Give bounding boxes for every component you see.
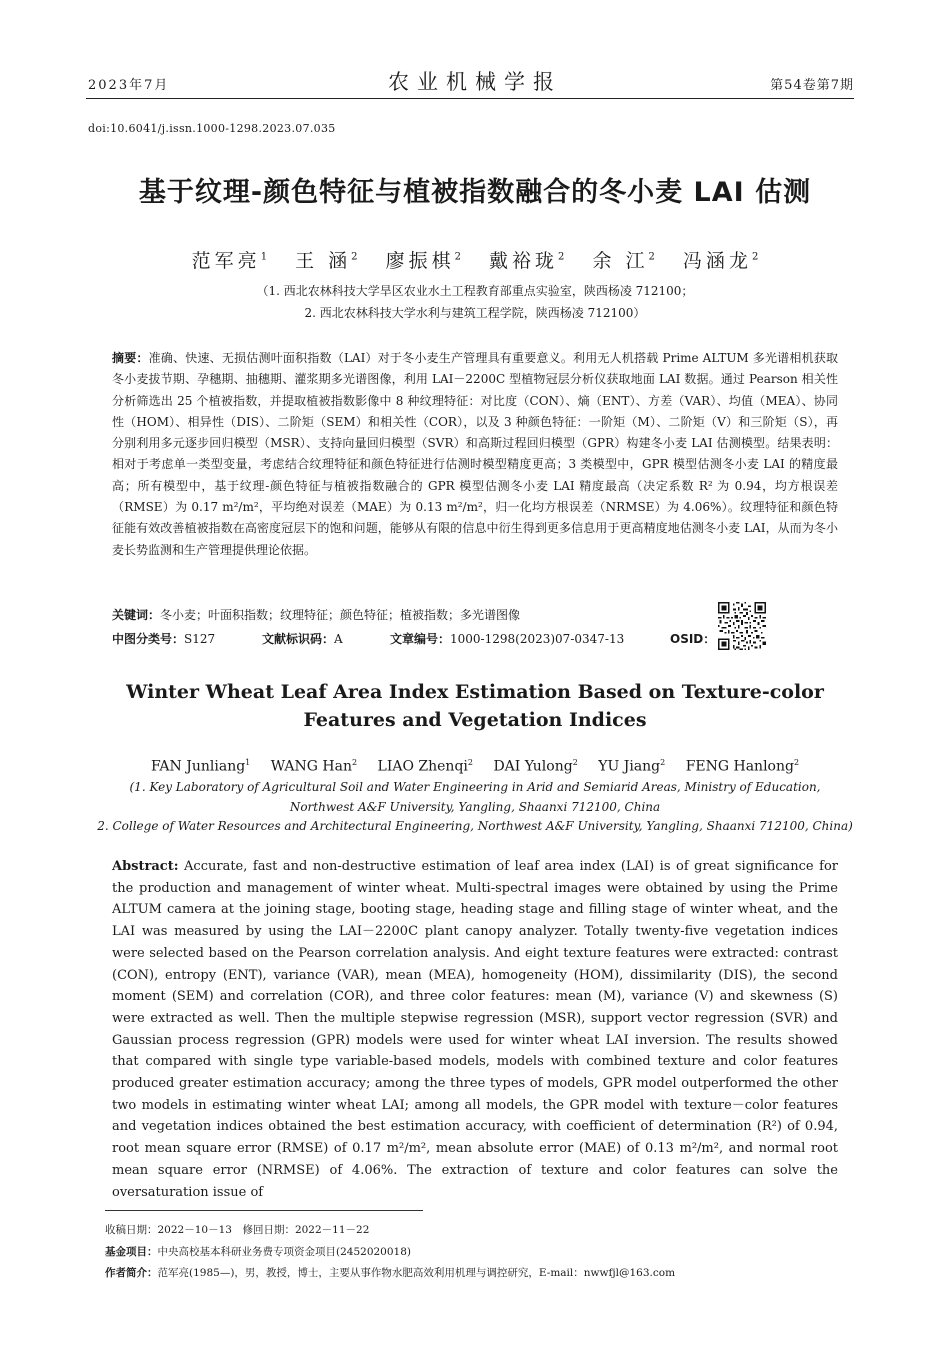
abstract-cn-label: 摘要： — [112, 351, 149, 365]
author-cn: 戴裕珑$^2$ — [489, 250, 565, 272]
authors-cn — [0, 246, 950, 273]
affiliations-en — [0, 778, 950, 837]
keywords-cn-label: 关键词： — [112, 608, 161, 622]
author-cn: 冯涵龙$^2$ — [682, 250, 759, 272]
author-en: WANG Han$^2$ — [270, 758, 358, 775]
abstract-en — [112, 856, 838, 1203]
author-en: YU Jiang$^2$ — [598, 758, 666, 775]
keywords-cn-text: 冬小麦；叶面积指数；纹理特征；颜色特征；植被指数；多光谱图像 — [160, 608, 521, 622]
footnote-fund-text: 中央高校基本科研业务费专项资金项目(2452020018) — [157, 1246, 411, 1258]
affiliations-cn — [0, 280, 950, 324]
author-cn: 王 涵$^2$ — [295, 250, 358, 272]
affiliation-en-line: (1. Key Laboratory of Agricultural Soil and Water Engineering in Arid and Semiarid Areas, Ministry of Education, — [129, 780, 821, 794]
author-cn: 范军亮$^1$ — [191, 250, 268, 272]
osid-qr-code-icon[interactable] — [718, 602, 766, 650]
doi: doi:10.6041/j.issn.1000-1298.2023.07.035 — [88, 122, 336, 135]
abstract-en-text: Accurate, fast and non-destructive estimation of leaf area index (LAI) is of great significance for the production and management of winter wheat. Multi-spectral images were obtained by using the Prime ALTUM camera at the joining stage, booting stage, heading stage and filling stage of winter wheat, and the LAI was measured by using the LAI－2200C plant canopy analyzer. Totally twenty-five vegetation indices were selected based on the Pearson correlation analysis. And eight texture features were extracted: contrast (CON), entropy (ENT), variance (VAR), mean (MEA), homogeneity (HOM), dissimilarity (DIS), the second moment (SEM) and correlation (COR), and three color features: mean (M), variance (V) and skewness (S) were extracted as well. Then the multiple stepwise regression (MSR), support vector regression (SVR) and Gaussian process regression (GPR) models were used for winter wheat LAI inversion. The results showed that compared with single type variable-based models, models with combined texture and color features produced greater estimation accuracy; among the three types of models, GPR model outperformed the other two models in estimating winter wheat LAI; among all models, the GPR model with texture－color features and vegetation indices obtained the best estimation accuracy, with coefficient of determination (R²) of 0.94, root mean square error (RMSE) of 0.17 m²/m², mean absolute error (MAE) of 0.13 m²/m², and normal root mean square error (NRMSE) of 4.06%. The extraction of texture and color features can solve the oversaturation issue of — [112, 859, 838, 1200]
footnote-rule — [105, 1210, 423, 1211]
document-code: 文献标识码：A — [262, 632, 343, 646]
header-date: 2023年7月 — [88, 78, 170, 93]
abstract-en-label: Abstract: — [112, 859, 179, 874]
title-en-line: Winter Wheat Leaf Area Index Estimation Based on Texture-color — [126, 681, 824, 703]
footnote-fund-label: 基金项目： — [105, 1246, 158, 1258]
header-volume: 第54卷第7期 — [770, 78, 854, 93]
keywords-cn — [112, 606, 712, 623]
footnote-author-label: 作者简介： — [105, 1267, 158, 1279]
affiliation-cn-line: 2. 西北农林科技大学水利与建筑工程学院，陕西杨凌 712100） — [304, 306, 646, 320]
osid-label: OSID： — [670, 632, 716, 646]
affiliation-en-line: Northwest A&F University, Yangling, Shaanxi 712100, China — [289, 799, 661, 814]
author-en: LIAO Zhenqi$^2$ — [377, 758, 473, 775]
header-journal-name: 农业机械学报 — [388, 70, 562, 94]
author-en: DAI Yulong$^2$ — [493, 758, 578, 775]
footnote-author-text: 范军亮(1985—)，男，教授，博士，主要从事作物水肥高效利用机理与调控研究，E-mail：nwwfjl@163.com — [157, 1267, 676, 1279]
affiliation-cn-line: （1. 西北农林科技大学旱区农业水土工程教育部重点实验室，陕西杨凌 712100； — [256, 284, 694, 298]
footnote-fund — [105, 1244, 845, 1259]
abstract-cn-text: 准确、快速、无损估测叶面积指数（LAI）对于冬小麦生产管理具有重要意义。利用无人机搭载 Prime ALTUM 多光谱相机获取冬小麦拔节期、孕穗期、抽穗期、灌浆期多光谱图像，利用 LAI－2200C 型植物冠层分析仪获取地面 LAI 数据。通过 Pearson 相关性分析筛选出 25 个植被指数，并提取植被指数影像中 8 种纹理特征：对比度（CON）、熵（ENT）、方差（VAR）、均值（MEA）、协同性（HOM）、相异性（DIS）、二阶矩（SEM）和相关性（COR），以及 3 种颜色特征：一阶矩（M）、二阶矩（V）和三阶矩（S），再分别利用多元逐步回归模型（MSR）、支持向量回归模型（SVR）和高斯过程回归模型（GPR）构建冬小麦 LAI 估测模型。结果表明：相对于考虑单一类型变量，考虑结合纹理特征和颜色特征进行估测时模型精度更高；3 类模型中，GPR 模型估测冬小麦 LAI 的精度最高；所有模型中，基于纹理-颜色特征与植被指数融合的 GPR 模型估测冬小麦 LAI 精度最高（决定系数 R² 为 0.94，均方根误差（RMSE）为 0.17 m²/m²，平均绝对误差（MAE）为 0.13 m²/m²，归一化均方根误差（NRMSE）为 4.06%）。纹理特征和颜色特征能有效改善植被指数在高密度冠层下的饱和问题，能够从有限的信息中衍生得到更多信息用于更高精度地估测冬小麦 LAI，从而为冬小麦长势监测和生产管理提供理论依据。 — [112, 351, 838, 557]
footnote-dates: 收稿日期：2022－10－13 修回日期：2022－11－22 — [105, 1224, 370, 1236]
author-en: FENG Hanlong$^2$ — [685, 758, 800, 775]
affiliation-en-line: 2. College of Water Resources and Architectural Engineering, Northwest A&F University, Yangling, Shaanxi 712100, China) — [97, 819, 853, 833]
author-en: FAN Junliang$^1$ — [150, 758, 251, 775]
title-en-line: Features and Vegetation Indices — [303, 709, 647, 731]
abstract-cn — [112, 348, 838, 561]
author-cn: 余 江$^2$ — [592, 250, 655, 272]
authors-en — [0, 758, 950, 775]
article-number: 文章编号：1000-1298(2023)07-0347-13 — [390, 632, 625, 646]
clc-number: 中图分类号：S127 — [112, 632, 216, 646]
author-cn: 廖振棋$^2$ — [385, 250, 461, 272]
title-en — [0, 678, 950, 734]
header-rule — [86, 98, 854, 99]
title-cn: 基于纹理-颜色特征与植被指数融合的冬小麦 LAI 估测 — [138, 177, 812, 208]
footnote-author — [105, 1265, 845, 1280]
